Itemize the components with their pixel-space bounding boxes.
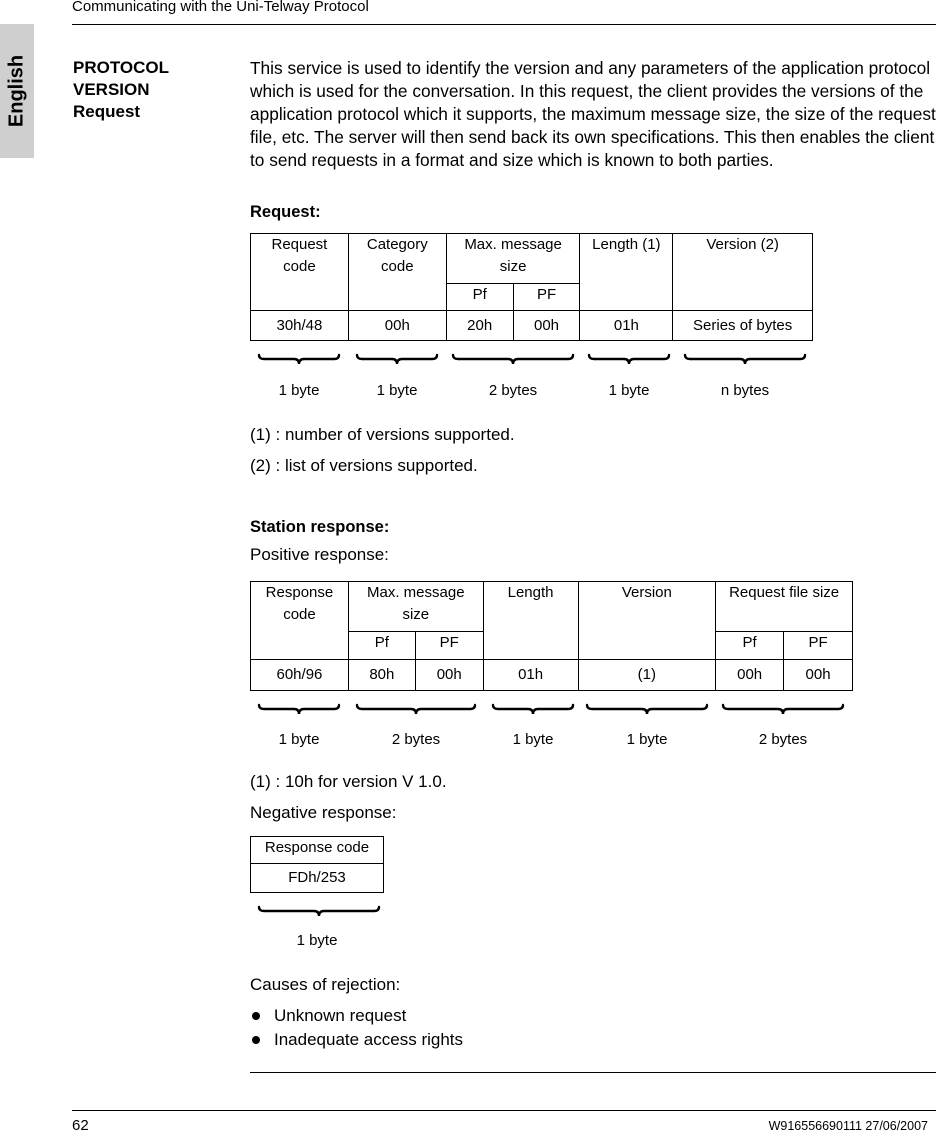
value-cell: 30h/48 (251, 311, 349, 341)
col-version: Version (578, 582, 716, 660)
col-request-file-size: Request file size (716, 582, 853, 632)
brace-icon (258, 906, 380, 918)
footer-rule (72, 1110, 936, 1111)
brace-label: 2 bytes (758, 731, 808, 748)
col-pf-upper: PF (415, 632, 483, 660)
section-heading-line: Request (73, 102, 141, 121)
brace-label: n bytes (720, 382, 770, 399)
value-cell: 20h (446, 311, 513, 341)
request-frame-table (250, 233, 813, 341)
value-cell: 80h (348, 660, 415, 691)
request-label: Request: (250, 203, 321, 221)
value-cell: 00h (415, 660, 483, 691)
col-pf-lower: Pf (716, 632, 784, 660)
brace-icon (492, 704, 574, 716)
request-note: (1) : number of versions supported. (250, 425, 515, 444)
brace-label: 1 byte (278, 382, 320, 399)
value-cell: 01h (483, 660, 578, 691)
document-reference: W916556690111 27/06/2007 (768, 1119, 928, 1133)
col-category-code: Category code (348, 234, 446, 311)
col-pf-upper: PF (784, 632, 853, 660)
brace-icon (452, 354, 574, 366)
brace-icon (356, 354, 438, 366)
value-cell: Series of bytes (673, 311, 813, 341)
col-response-code: Response code (251, 582, 349, 660)
rejection-list (250, 1004, 463, 1052)
value-cell: FDh/253 (251, 864, 384, 893)
brace-icon (258, 354, 340, 366)
col-request-code: Request code (251, 234, 349, 311)
value-cell: 00h (348, 311, 446, 341)
positive-response-table (250, 581, 853, 691)
brace-icon (588, 354, 670, 366)
col-response-code: Response code (251, 837, 384, 864)
col-pf-upper: PF (513, 284, 580, 311)
section-heading-line: VERSION (73, 80, 150, 99)
positive-response-note: (1) : 10h for version V 1.0. (250, 772, 447, 791)
station-response-label: Station response: (250, 518, 390, 536)
brace-label: 1 byte (296, 932, 338, 949)
brace-label: 1 byte (512, 731, 554, 748)
intro-paragraph: This service is used to identify the version and any parameters of the application protocol which is used for the conversation. In this request, the client provides the versions of the application protocol which it supports, the maximum message size, the size of the request file, etc. The server will then send back its own specifications. This then enables the client to send requests in a format and size which is known to both parties. (250, 58, 936, 170)
section-heading (73, 57, 169, 123)
brace-icon (356, 704, 476, 716)
page-number: 62 (72, 1117, 89, 1133)
list-item: Unknown request (250, 1004, 463, 1028)
language-tab-label: English (5, 54, 28, 128)
value-cell: 00h (513, 311, 580, 341)
section-heading-line: PROTOCOL (73, 58, 170, 77)
bottom-rule (250, 1072, 936, 1073)
brace-icon (258, 704, 340, 716)
col-version: Version (2) (673, 234, 813, 311)
list-item: Inadequate access rights (250, 1028, 463, 1052)
negative-response-table (250, 836, 384, 893)
brace-label: 1 byte (608, 382, 650, 399)
value-cell: (1) (578, 660, 716, 691)
running-title: Communicating with the Uni-Telway Protocol (72, 0, 369, 15)
brace-label: 2 bytes (391, 731, 441, 748)
rejection-label: Causes of rejection: (250, 975, 401, 994)
brace-icon (586, 704, 708, 716)
brace-icon (684, 354, 806, 366)
value-cell: 00h (716, 660, 784, 691)
negative-response-label: Negative response: (250, 803, 397, 822)
top-rule (72, 24, 936, 25)
brace-label: 1 byte (626, 731, 668, 748)
brace-label: 1 byte (376, 382, 418, 399)
value-cell: 01h (580, 311, 673, 341)
request-note: (2) : list of versions supported. (250, 456, 478, 475)
col-pf-lower: Pf (348, 632, 415, 660)
col-length: Length (483, 582, 578, 660)
brace-label: 2 bytes (488, 382, 538, 399)
brace-icon (722, 704, 844, 716)
positive-response-label: Positive response: (250, 545, 389, 564)
value-cell: 60h/96 (251, 660, 349, 691)
language-tab (0, 24, 34, 158)
col-max-message-size: Max. message size (348, 582, 483, 632)
col-pf-lower: Pf (446, 284, 513, 311)
value-cell: 00h (784, 660, 853, 691)
col-length: Length (1) (580, 234, 673, 311)
brace-label: 1 byte (278, 731, 320, 748)
col-max-message-size: Max. message size (446, 234, 580, 284)
